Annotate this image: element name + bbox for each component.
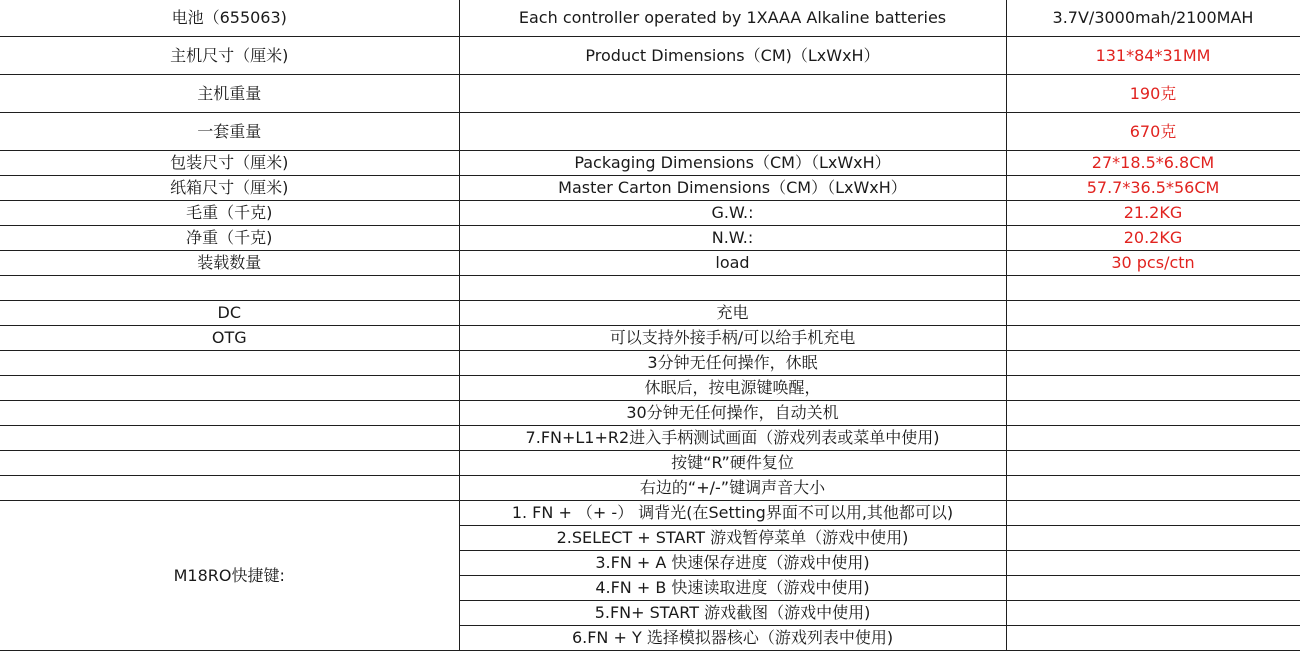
cell-host-weight-value: 190克 <box>1006 75 1300 113</box>
cell-otg-label: OTG <box>0 326 459 351</box>
shortcut-item: 6.FN + Y 选择模拟器核心（游戏列表中使用) <box>459 626 1006 651</box>
cell-package-size-desc: Packaging Dimensions（CM）（LxWxH） <box>459 151 1006 176</box>
table-row <box>0 75 1300 113</box>
table-row <box>0 251 1300 276</box>
cell-net-weight-desc: N.W.: <box>459 226 1006 251</box>
shortcut-value <box>1006 501 1300 526</box>
cell-carton-size-desc: Master Carton Dimensions（CM）（LxWxH） <box>459 176 1006 201</box>
cell-test-value <box>1006 426 1300 451</box>
table-row <box>0 326 1300 351</box>
table-row <box>0 426 1300 451</box>
cell-package-size-value: 27*18.5*6.8CM <box>1006 151 1300 176</box>
cell-load-value: 30 pcs/ctn <box>1006 251 1300 276</box>
cell-sleep-label <box>0 351 459 376</box>
cell-set-weight-value: 670克 <box>1006 113 1300 151</box>
cell-reset-value <box>1006 451 1300 476</box>
shortcuts-label: M18RO快捷键: <box>0 501 459 651</box>
cell-gross-weight-label: 毛重（千克) <box>0 201 459 226</box>
cell-battery-value: 3.7V/3000mah/2100MAH <box>1006 0 1300 37</box>
shortcut-item: 1. FN + （+ -） 调背光(在Setting界面不可以用,其他都可以) <box>459 501 1006 526</box>
cell-host-weight-label: 主机重量 <box>0 75 459 113</box>
cell-empty-value <box>1006 276 1300 301</box>
cell-load-desc: load <box>459 251 1006 276</box>
cell-host-size-value: 131*84*31MM <box>1006 37 1300 75</box>
cell-host-size-desc: Product Dimensions（CM)（LxWxH） <box>459 37 1006 75</box>
cell-sleep-value <box>1006 351 1300 376</box>
cell-set-weight-desc <box>459 113 1006 151</box>
cell-volume-value <box>1006 476 1300 501</box>
table-row <box>0 276 1300 301</box>
cell-volume-desc: 右边的“+/-”键调声音大小 <box>459 476 1006 501</box>
cell-battery-desc: Each controller operated by 1XAAA Alkaline batteries <box>459 0 1006 37</box>
cell-test-desc: 7.FN+L1+R2进入手柄测试画面（游戏列表或菜单中使用) <box>459 426 1006 451</box>
shortcut-item: 4.FN + B 快速读取进度（游戏中使用) <box>459 576 1006 601</box>
table-row <box>0 37 1300 75</box>
table-row <box>0 401 1300 426</box>
cell-shutdown-label <box>0 401 459 426</box>
table-row <box>0 151 1300 176</box>
table-row <box>0 501 1300 526</box>
table-row <box>0 451 1300 476</box>
shortcut-value <box>1006 526 1300 551</box>
cell-dc-desc: 充电 <box>459 301 1006 326</box>
cell-gross-weight-desc: G.W.: <box>459 201 1006 226</box>
table-row <box>0 113 1300 151</box>
table-row <box>0 0 1300 37</box>
shortcut-value <box>1006 626 1300 651</box>
cell-gross-weight-value: 21.2KG <box>1006 201 1300 226</box>
cell-carton-size-value: 57.7*36.5*56CM <box>1006 176 1300 201</box>
shortcut-item: 2.SELECT + START 游戏暂停菜单（游戏中使用) <box>459 526 1006 551</box>
cell-volume-label <box>0 476 459 501</box>
cell-net-weight-value: 20.2KG <box>1006 226 1300 251</box>
table-row <box>0 351 1300 376</box>
shortcut-value <box>1006 576 1300 601</box>
cell-test-label <box>0 426 459 451</box>
shortcut-value <box>1006 551 1300 576</box>
cell-empty-label <box>0 276 459 301</box>
cell-host-size-label: 主机尺寸（厘米) <box>0 37 459 75</box>
cell-otg-value <box>1006 326 1300 351</box>
cell-wake-label <box>0 376 459 401</box>
cell-host-weight-desc <box>459 75 1006 113</box>
table-row <box>0 176 1300 201</box>
cell-reset-desc: 按键“R”硬件复位 <box>459 451 1006 476</box>
cell-sleep-desc: 3分钟无任何操作，休眠 <box>459 351 1006 376</box>
cell-carton-size-label: 纸箱尺寸（厘米) <box>0 176 459 201</box>
cell-battery-label: 电池（655063) <box>0 0 459 37</box>
shortcut-value <box>1006 601 1300 626</box>
cell-wake-value <box>1006 376 1300 401</box>
table-row <box>0 201 1300 226</box>
cell-shutdown-desc: 30分钟无任何操作，自动关机 <box>459 401 1006 426</box>
cell-package-size-label: 包装尺寸（厘米) <box>0 151 459 176</box>
cell-wake-desc: 休眠后，按电源键唤醒， <box>459 376 1006 401</box>
cell-reset-label <box>0 451 459 476</box>
table-row <box>0 301 1300 326</box>
shortcut-item: 5.FN+ START 游戏截图（游戏中使用) <box>459 601 1006 626</box>
cell-shutdown-value <box>1006 401 1300 426</box>
cell-otg-desc: 可以支持外接手柄/可以给手机充电 <box>459 326 1006 351</box>
table-row <box>0 226 1300 251</box>
table-row <box>0 476 1300 501</box>
cell-dc-value <box>1006 301 1300 326</box>
shortcut-item: 3.FN + A 快速保存进度（游戏中使用) <box>459 551 1006 576</box>
cell-set-weight-label: 一套重量 <box>0 113 459 151</box>
cell-empty-desc <box>459 276 1006 301</box>
cell-load-label: 装载数量 <box>0 251 459 276</box>
table-row <box>0 376 1300 401</box>
cell-dc-label: DC <box>0 301 459 326</box>
cell-net-weight-label: 净重（千克) <box>0 226 459 251</box>
